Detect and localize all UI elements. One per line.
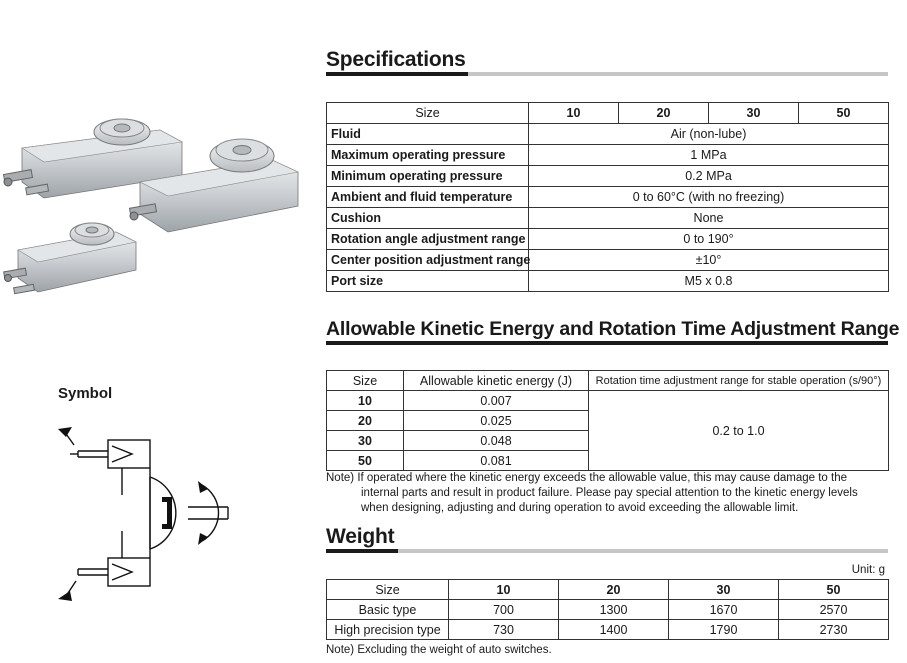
kinetic-energy: 0.081 [404,451,589,471]
spec-row-label: Maximum operating pressure [327,145,529,166]
weight-row-label: Basic type [327,600,449,620]
specifications-title: Specifications [326,48,466,71]
weight-row-label: High precision type [327,620,449,640]
specifications-table [326,102,889,292]
weight-size-col: 50 [779,580,889,600]
weight-value: 1670 [669,600,779,620]
kinetic-title: Allowable Kinetic Energy and Rotation Time Adjustment Range [326,318,900,340]
spec-row-label: Ambient and fluid temperature [327,187,529,208]
kinetic-energy: 0.007 [404,391,589,411]
kinetic-energy: 0.025 [404,411,589,431]
weight-row [327,620,889,640]
spec-header-row [327,103,889,124]
weight-value: 2730 [779,620,889,640]
pneumatic-symbol-diagram [50,415,240,605]
actuator-image-3 [4,223,136,294]
spec-size-col: 20 [619,103,709,124]
symbol-label: Symbol [58,385,113,402]
kinetic-size: 50 [327,451,404,471]
kinetic-title-bar [326,341,888,345]
weight-note: Note) Excluding the weight of auto switches. [326,644,552,656]
spec-row-value: Air (non-lube) [529,124,889,145]
weight-value: 700 [449,600,559,620]
spec-size-label: Size [327,103,529,124]
weight-value: 1300 [559,600,669,620]
kinetic-size: 20 [327,411,404,431]
spec-row [327,208,889,229]
spec-row-value: None [529,208,889,229]
spec-size-col: 50 [799,103,889,124]
spec-row-label: Cushion [327,208,529,229]
weight-title-bar [326,549,888,553]
weight-value: 1790 [669,620,779,640]
kinetic-note-line: when designing, adjusting and during operation to avoid exceeding the allowable limit. [361,502,799,514]
kinetic-note-line: internal parts and result in product failure. Please pay special attention to the kinetic energy levels [361,487,858,499]
weight-value: 1400 [559,620,669,640]
kinetic-header: Allowable kinetic energy (J) [404,371,589,391]
kinetic-rotation-range: 0.2 to 1.0 [589,391,889,471]
spec-row-value: ±10° [529,250,889,271]
spec-row-value: 0 to 190° [529,229,889,250]
kinetic-note [326,471,896,516]
spec-row [327,187,889,208]
spec-row [327,166,889,187]
spec-row-value: 0.2 MPa [529,166,889,187]
weight-size-col: 20 [559,580,669,600]
spec-size-col: 30 [709,103,799,124]
kinetic-size: 10 [327,391,404,411]
weight-unit: Unit: g [851,564,885,576]
weight-size-col: 10 [449,580,559,600]
specifications-title-bar [326,72,888,76]
kinetic-header-row [327,371,889,391]
spec-row [327,271,889,292]
kinetic-header: Rotation time adjustment range for stable operation (s/90°) [589,371,889,391]
weight-title: Weight [326,525,395,548]
spec-row-label: Center position adjustment range [327,250,529,271]
weight-value: 2570 [779,600,889,620]
spec-row-label: Rotation angle adjustment range [327,229,529,250]
spec-row-value: 0 to 60°C (with no freezing) [529,187,889,208]
spec-row-label: Fluid [327,124,529,145]
kinetic-header: Size [327,371,404,391]
kinetic-note-line: Note) If operated where the kinetic energy exceeds the allowable value, this may cause damage to the [326,472,847,484]
weight-table [326,579,889,640]
spec-row [327,250,889,271]
kinetic-size: 30 [327,431,404,451]
spec-row [327,145,889,166]
weight-size-col: 30 [669,580,779,600]
product-photo [0,110,300,320]
kinetic-table [326,370,889,471]
spec-row-label: Minimum operating pressure [327,166,529,187]
kinetic-energy: 0.048 [404,431,589,451]
spec-row-label: Port size [327,271,529,292]
weight-header-row [327,580,889,600]
kinetic-row [327,391,889,411]
spec-row-value: 1 MPa [529,145,889,166]
weight-row [327,600,889,620]
weight-value: 730 [449,620,559,640]
weight-size-label: Size [327,580,449,600]
spec-row [327,124,889,145]
spec-size-col: 10 [529,103,619,124]
spec-row-value: M5 x 0.8 [529,271,889,292]
spec-row [327,229,889,250]
